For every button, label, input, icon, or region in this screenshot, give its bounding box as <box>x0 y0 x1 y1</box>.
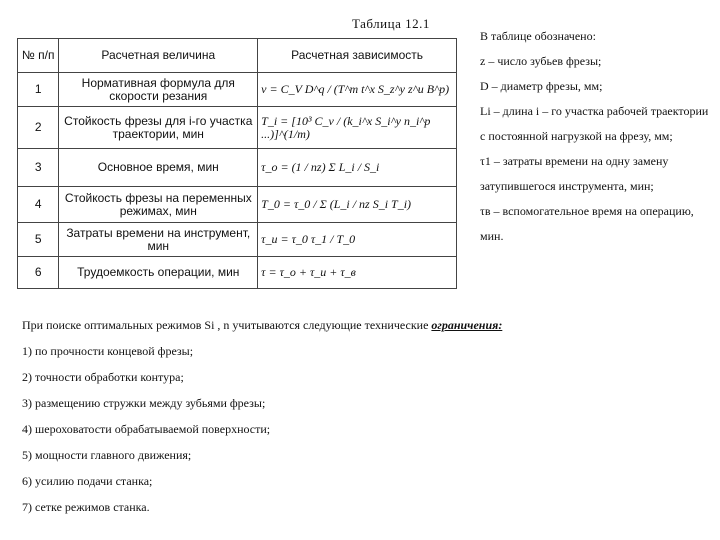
constraint-item: 4) шероховатости обрабатываемой поверхности; <box>22 422 271 436</box>
formula-table <box>17 38 457 289</box>
header-dependency: Расчетная зависимость <box>258 39 457 73</box>
constraint-item: 5) мощности главного движения; <box>22 448 192 462</box>
row-formula: T_i = [10³ C_v / (k_i^x S_i^y n_i^p ...)]^(1/m) <box>258 107 457 149</box>
row-num: 4 <box>18 187 59 223</box>
legend-notes <box>466 24 716 249</box>
row-formula: τ_и = τ_0 τ_1 / T_0 <box>258 223 457 257</box>
header-num: № п/п <box>18 39 59 73</box>
note-item: z – число зубьев фрезы; <box>480 54 602 68</box>
note-item: Li – длина i – го участка рабочей траектории с постоянной нагрузкой на фрезу, мм; <box>480 104 709 143</box>
table-row <box>18 107 457 149</box>
constraint-item: 7) сетке режимов станка. <box>22 500 150 514</box>
notes-heading: В таблице обозначено: <box>480 29 596 43</box>
row-value: Основное время, мин <box>59 149 258 187</box>
row-num: 2 <box>18 107 59 149</box>
note-item: τ1 – затраты времени на одну замену затупившегося инструмента, мин; <box>480 154 669 193</box>
row-num: 3 <box>18 149 59 187</box>
table-row <box>18 257 457 289</box>
row-formula: v = C_V D^q / (T^m t^x S_z^y z^u B^p) <box>258 73 457 107</box>
row-value: Нормативная формула для скорости резания <box>59 73 258 107</box>
constraints-intro <box>22 318 712 332</box>
constraints-section <box>22 318 712 526</box>
constraint-item: 1) по прочности концевой фрезы; <box>22 344 194 358</box>
row-formula: τ = τ_o + τ_и + τ_в <box>258 257 457 289</box>
table-header-row <box>18 39 457 73</box>
table-row <box>18 149 457 187</box>
row-value: Стойкость фрезы для i-го участка траектории, мин <box>59 107 258 149</box>
constraint-item: 6) усилию подачи станка; <box>22 474 153 488</box>
table-caption: Таблица 12.1 <box>352 16 430 31</box>
constraints-keyword: ограничения: <box>431 318 503 332</box>
row-num: 6 <box>18 257 59 289</box>
constraint-item: 3) размещению стружки между зубьями фрезы; <box>22 396 266 410</box>
row-value: Стойкость фрезы на переменных режимах, мин <box>59 187 258 223</box>
note-item: D – диаметр фрезы, мм; <box>480 79 603 93</box>
row-formula: τ_o = (1 / nz) Σ L_i / S_i <box>258 149 457 187</box>
constraints-intro-text: При поиске оптимальных режимов Si , n учитываются следующие технические <box>22 318 429 332</box>
table-row <box>18 187 457 223</box>
row-value: Трудоемкость операции, мин <box>59 257 258 289</box>
row-num: 1 <box>18 73 59 107</box>
table-row <box>18 73 457 107</box>
constraint-item: 2) точности обработки контура; <box>22 370 184 384</box>
row-value: Затраты времени на инструмент, мин <box>59 223 258 257</box>
note-item: τв – вспомогательное время на операцию, мин. <box>480 204 694 243</box>
header-value: Расчетная величина <box>59 39 258 73</box>
row-formula: T_0 = τ_0 / Σ (L_i / nz S_i T_i) <box>258 187 457 223</box>
table-row <box>18 223 457 257</box>
row-num: 5 <box>18 223 59 257</box>
